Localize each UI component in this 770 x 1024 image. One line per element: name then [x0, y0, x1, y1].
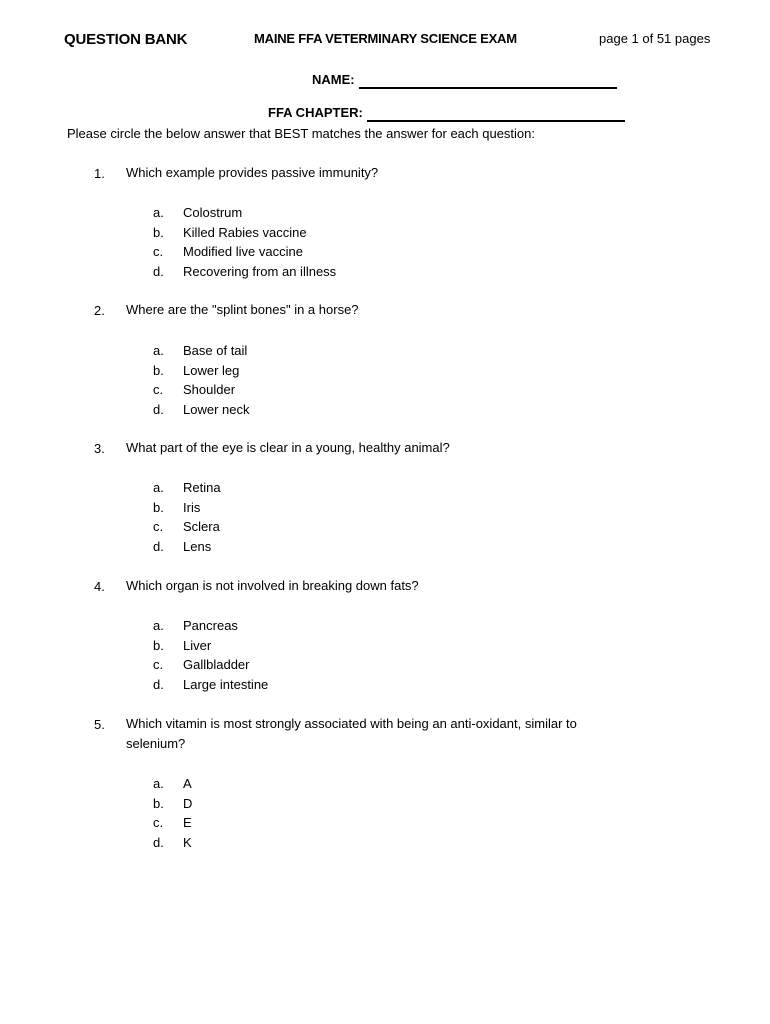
- question-text: Which vitamin is most strongly associated with being an anti-oxidant, similar to selenium?: [126, 716, 577, 751]
- name-field[interactable]: [312, 72, 617, 87]
- answer-choice[interactable]: [0, 657, 400, 677]
- page-number: page 1 of 51 pages: [599, 31, 711, 46]
- choice-text: Large intestine: [183, 676, 269, 692]
- header-title-center: MAINE FFA VETERMINARY SCIENCE EXAM: [254, 31, 517, 46]
- question-text: What part of the eye is clear in a young, healthy animal?: [126, 440, 450, 455]
- choice-letter: a.: [153, 618, 164, 633]
- choice-letter: a.: [153, 343, 164, 358]
- answer-choice[interactable]: [0, 244, 400, 264]
- answer-choice[interactable]: [0, 225, 400, 245]
- choice-text: Base of tail: [183, 343, 248, 358]
- question-number: 4.: [94, 579, 105, 594]
- choice-text: Sclera: [183, 519, 220, 534]
- choice-letter: a.: [153, 776, 164, 791]
- header-title-left: QUESTION BANK: [64, 31, 188, 48]
- choice-letter: d.: [153, 676, 164, 692]
- choice-text: Colostrum: [183, 205, 243, 220]
- choice-letter: b.: [153, 795, 164, 811]
- choice-text: Pancreas: [183, 618, 238, 633]
- choice-text: A: [183, 776, 192, 791]
- choice-text: Iris: [183, 499, 201, 515]
- choice-letter: d.: [153, 263, 164, 279]
- chapter-label: FFA CHAPTER:: [268, 105, 363, 120]
- question-text: Which example provides passive immunity?: [126, 165, 379, 180]
- choice-letter: d.: [153, 834, 164, 850]
- choice-text: E: [183, 815, 192, 830]
- choice-letter: d.: [153, 538, 164, 554]
- choice-letter: b.: [153, 224, 164, 240]
- choice-text: Lower leg: [183, 362, 240, 378]
- answer-choice[interactable]: [0, 796, 400, 816]
- instructions: Please circle the below answer that BEST matches the answer for each question:: [67, 126, 536, 141]
- name-blank-line[interactable]: [359, 87, 617, 89]
- choice-text: Lens: [183, 538, 212, 554]
- choice-letter: b.: [153, 499, 164, 515]
- question-number: 3.: [94, 441, 105, 456]
- question-number: 2.: [94, 303, 105, 318]
- choice-text: Retina: [183, 480, 221, 495]
- choice-text: Killed Rabies vaccine: [183, 224, 307, 240]
- choice-letter: c.: [153, 657, 164, 672]
- answer-choice[interactable]: [0, 519, 400, 539]
- choice-letter: a.: [153, 480, 164, 495]
- choice-text: Gallbladder: [183, 657, 250, 672]
- choice-letter: b.: [153, 362, 164, 378]
- answer-choice[interactable]: [0, 363, 400, 383]
- answer-choice[interactable]: [0, 343, 400, 363]
- question-number: 1.: [94, 166, 105, 181]
- answer-choice[interactable]: [0, 677, 400, 697]
- answer-choice[interactable]: [0, 815, 400, 835]
- answer-choice[interactable]: [0, 480, 400, 500]
- choice-text: Lower neck: [183, 401, 250, 417]
- chapter-field[interactable]: [268, 105, 625, 120]
- answer-choice[interactable]: [0, 402, 400, 422]
- answer-choice[interactable]: [0, 638, 400, 658]
- question-number: 5.: [94, 717, 105, 732]
- choice-letter: b.: [153, 637, 164, 653]
- choice-text: Modified live vaccine: [183, 244, 303, 259]
- choice-letter: c.: [153, 519, 164, 534]
- choice-letter: c.: [153, 815, 164, 830]
- answer-choice[interactable]: [0, 264, 400, 284]
- chapter-blank-line[interactable]: [367, 120, 625, 122]
- name-label: NAME:: [312, 72, 355, 87]
- choice-text: Liver: [183, 637, 212, 653]
- choice-text: Recovering from an illness: [183, 263, 337, 279]
- choice-letter: c.: [153, 244, 164, 259]
- choice-letter: a.: [153, 205, 164, 220]
- answer-choice[interactable]: [0, 500, 400, 520]
- question-text: Where are the "splint bones" in a horse?: [126, 302, 359, 317]
- choice-text: Shoulder: [183, 382, 236, 397]
- choice-letter: d.: [153, 401, 164, 417]
- answer-choice[interactable]: [0, 382, 400, 402]
- choice-letter: c.: [153, 382, 164, 397]
- answer-choice[interactable]: [0, 618, 400, 638]
- choice-text: K: [183, 834, 192, 850]
- question-text: Which organ is not involved in breaking down fats?: [126, 578, 419, 593]
- answer-choice[interactable]: [0, 539, 400, 559]
- answer-choice[interactable]: [0, 776, 400, 796]
- answer-choice[interactable]: [0, 835, 400, 855]
- choice-text: D: [183, 795, 193, 811]
- answer-choice[interactable]: [0, 205, 400, 225]
